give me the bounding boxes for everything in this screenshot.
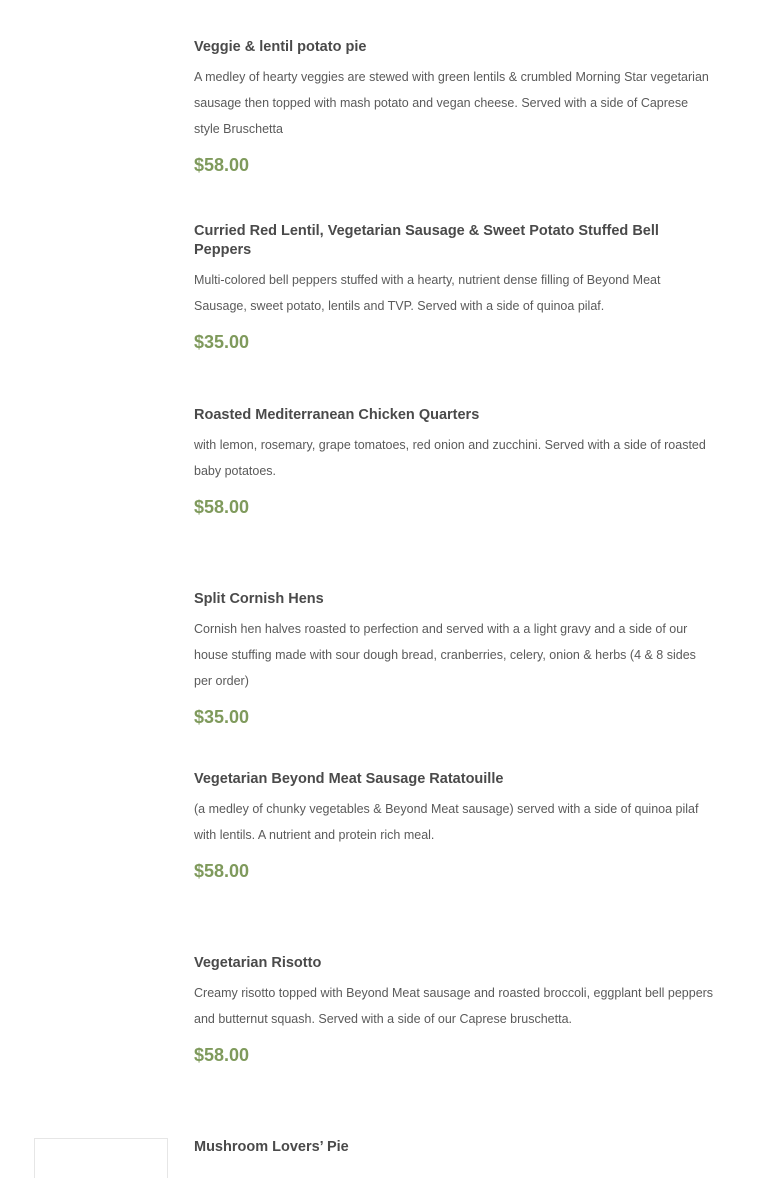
- menu-item-stuffed-bell-peppers[interactable]: [194, 222, 714, 354]
- menu-item-price: $35.00: [194, 707, 250, 727]
- menu-item-ratatouille[interactable]: [194, 770, 714, 883]
- menu-item-description: Creamy risotto topped with Beyond Meat sausage and roasted broccoli, eggplant bell peppers and butternut squash. Served with a side of our Caprese bruschetta.: [194, 986, 714, 1026]
- menu-item-description: (a medley of chunky vegetables & Beyond Meat sausage) served with a side of quinoa pilaf with lentils. A nutrient and protein rich meal.: [194, 802, 699, 842]
- menu-item-veggie-lentil-pie[interactable]: [194, 38, 714, 177]
- menu-item-title[interactable]: Mushroom Lovers’ Pie: [194, 1139, 349, 1155]
- menu-item-title[interactable]: Vegetarian Beyond Meat Sausage Ratatouille: [194, 771, 504, 787]
- menu-item-price: $58.00: [194, 497, 250, 517]
- menu-item-price: $58.00: [194, 861, 250, 881]
- menu-item-cornish-hens[interactable]: [194, 590, 714, 729]
- menu-item-title[interactable]: Roasted Mediterranean Chicken Quarters: [194, 407, 480, 423]
- menu-item-price: $58.00: [194, 1045, 250, 1065]
- menu-item-mushroom-pie[interactable]: [194, 1138, 714, 1157]
- menu-item-price: $58.00: [194, 155, 250, 175]
- menu-item-description: with lemon, rosemary, grape tomatoes, red onion and zucchini. Served with a side of roasted baby potatoes.: [194, 438, 706, 478]
- menu-item-title[interactable]: Curried Red Lentil, Vegetarian Sausage & Sweet Potato Stuffed Bell Peppers: [194, 223, 659, 258]
- menu-item-description: Cornish hen halves roasted to perfection and served with a a light gravy and a side of our house stuffing made with sour dough bread, cranberries, celery, onion & herbs (4 & 8 sides per order): [194, 622, 696, 688]
- menu-item-price: $35.00: [194, 332, 250, 352]
- menu-item-description: A medley of hearty veggies are stewed with green lentils & crumbled Morning Star vegetarian sausage then topped with mash potato and vegan cheese. Served with a side of Caprese style Bruschetta: [194, 70, 709, 136]
- menu-item-image[interactable]: [34, 1138, 168, 1178]
- menu-item-title[interactable]: Vegetarian Risotto: [194, 955, 322, 971]
- menu-item-description: Multi-colored bell peppers stuffed with a hearty, nutrient dense filling of Beyond Meat Sausage, sweet potato, lentils and TVP. Served with a side of quinoa pilaf.: [194, 273, 661, 313]
- menu-item-title[interactable]: Veggie & lentil potato pie: [194, 39, 367, 55]
- menu-item-mediterranean-chicken[interactable]: [194, 406, 714, 519]
- menu-item-vegetarian-risotto[interactable]: [194, 954, 714, 1067]
- menu-item-title[interactable]: Split Cornish Hens: [194, 591, 324, 607]
